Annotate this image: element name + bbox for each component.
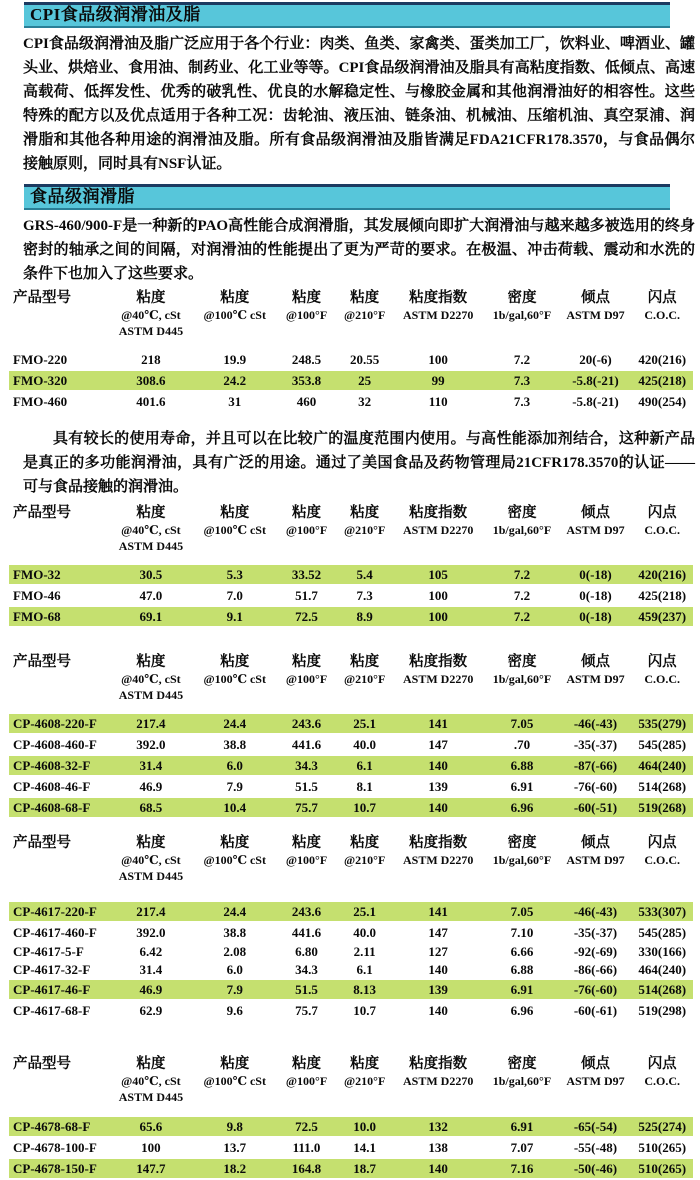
column-header: 倾点 ASTM D97 bbox=[566, 290, 625, 322]
value-cell: 0(-18) bbox=[560, 585, 632, 606]
value-cell: 34.3 bbox=[276, 755, 338, 776]
value-cell: 7.05 bbox=[484, 902, 559, 922]
value-cell: 139 bbox=[392, 979, 484, 1000]
product-table-fmo-light bbox=[9, 505, 693, 628]
value-cell: 47.0 bbox=[108, 585, 194, 606]
table-row bbox=[9, 902, 693, 922]
column-header-product-model: 产品型号 bbox=[13, 505, 71, 521]
value-cell: 31 bbox=[194, 391, 276, 412]
product-model-cell: FMO-220 bbox=[9, 350, 108, 370]
section-header-food-grade-grease bbox=[24, 184, 670, 210]
value-cell: 100 bbox=[392, 606, 484, 627]
value-cell: 217.4 bbox=[108, 714, 194, 734]
header-gap-cell bbox=[9, 339, 693, 350]
value-cell: 6.1 bbox=[337, 755, 392, 776]
value-cell: -76(-60) bbox=[560, 979, 632, 1000]
product-model-cell: FMO-32 bbox=[9, 565, 108, 585]
column-header: 粘度 @40℃, cSt ASTM D445 bbox=[118, 505, 184, 553]
product-model-cell: CP-4608-32-F bbox=[9, 755, 108, 776]
value-cell: 5.3 bbox=[194, 565, 276, 585]
value-cell: 100 bbox=[392, 585, 484, 606]
value-cell: -60(-61) bbox=[560, 1000, 632, 1021]
product-model-cell: CP-4617-5-F bbox=[9, 943, 108, 961]
column-header: 粘度 @100℃ cSt bbox=[203, 1056, 266, 1088]
value-cell: 8.9 bbox=[337, 606, 392, 627]
value-cell: 7.3 bbox=[484, 370, 559, 391]
value-cell: 20.55 bbox=[337, 350, 392, 370]
value-cell: 24.4 bbox=[194, 714, 276, 734]
section-title: 食品级润滑脂 bbox=[30, 187, 135, 206]
product-model-cell: CP-4617-46-F bbox=[9, 979, 108, 1000]
spec-table bbox=[9, 290, 693, 413]
value-cell: 6.88 bbox=[484, 755, 559, 776]
value-cell: 18.2 bbox=[194, 1158, 276, 1179]
value-cell: 6.91 bbox=[484, 979, 559, 1000]
value-cell: -87(-66) bbox=[560, 755, 632, 776]
column-header: 闪点 C.O.C. bbox=[644, 835, 681, 867]
product-model-cell: FMO-46 bbox=[9, 585, 108, 606]
value-cell: 105 bbox=[392, 565, 484, 585]
value-cell: 9.6 bbox=[194, 1000, 276, 1021]
value-cell: 5.4 bbox=[337, 565, 392, 585]
value-cell: 75.7 bbox=[276, 1000, 338, 1021]
column-header: 粘度指数 ASTM D2270 bbox=[403, 835, 474, 867]
value-cell: 218 bbox=[108, 350, 194, 370]
value-cell: 533(307) bbox=[631, 902, 693, 922]
header-gap-cell bbox=[9, 884, 693, 902]
column-header: 密度 1b/gal,60°F bbox=[492, 505, 552, 537]
column-header-product-model: 产品型号 bbox=[13, 654, 71, 670]
value-cell: 0(-18) bbox=[560, 606, 632, 627]
column-header: 粘度 @40℃, cSt ASTM D445 bbox=[118, 1056, 184, 1104]
table-row bbox=[9, 565, 693, 585]
column-header: 密度 1b/gal,60°F bbox=[492, 290, 552, 322]
value-cell: -92(-69) bbox=[560, 943, 632, 961]
product-model-cell: FMO-320 bbox=[9, 370, 108, 391]
column-header: 闪点 C.O.C. bbox=[644, 1056, 681, 1088]
value-cell: 514(268) bbox=[631, 979, 693, 1000]
value-cell: 51.5 bbox=[276, 776, 338, 797]
value-cell: 519(268) bbox=[631, 797, 693, 818]
table-row bbox=[9, 1137, 693, 1158]
value-cell: 545(285) bbox=[631, 734, 693, 755]
value-cell: 31.4 bbox=[108, 961, 194, 979]
product-model-cell: CP-4678-68-F bbox=[9, 1117, 108, 1137]
value-cell: 7.2 bbox=[484, 565, 559, 585]
value-cell: 75.7 bbox=[276, 797, 338, 818]
value-cell: 10.4 bbox=[194, 797, 276, 818]
value-cell: 140 bbox=[392, 1158, 484, 1179]
value-cell: 51.5 bbox=[276, 979, 338, 1000]
value-cell: 401.6 bbox=[108, 391, 194, 412]
table-row bbox=[9, 1000, 693, 1021]
value-cell: -86(-66) bbox=[560, 961, 632, 979]
value-cell: 164.8 bbox=[276, 1158, 338, 1179]
product-model-cell: CP-4617-460-F bbox=[9, 922, 108, 943]
table-row bbox=[9, 797, 693, 818]
value-cell: 420(216) bbox=[631, 350, 693, 370]
product-model-cell: CP-4608-460-F bbox=[9, 734, 108, 755]
value-cell: 7.05 bbox=[484, 714, 559, 734]
table-row bbox=[9, 714, 693, 734]
column-header: 粘度 @100°F bbox=[285, 654, 328, 686]
value-cell: -76(-60) bbox=[560, 776, 632, 797]
intro-paragraph: CPI食品级润滑油及脂广泛应用于各个行业：肉类、鱼类、家禽类、蛋类加工厂，饮料业、啤酒业、罐头业、烘焙业、食用油、制药业、化工业等等。CPI食品级润滑油及脂具有高粘度指数、低倾点、高速高载荷、低挥发性、优秀的破乳性、优良的水解稳定性、与橡胶金属和其他润滑油好的相容性。这些特殊的配方以及优点适用于各种工况：齿轮油、液压油、链条油、机械油、压缩机油、真空泵浦、润滑脂和其他各种用途的润滑油及脂。所有食品级润滑油及脂皆满足FDA21CFR178.3570，与食品偶尔接触原则，同时具有NSF认证。 bbox=[23, 36, 695, 172]
product-table-cp4617 bbox=[9, 835, 693, 1022]
column-header: 倾点 ASTM D97 bbox=[566, 835, 625, 867]
spec-table bbox=[9, 835, 693, 1022]
value-cell: 34.3 bbox=[276, 961, 338, 979]
table-row bbox=[9, 922, 693, 943]
value-cell: 7.9 bbox=[194, 776, 276, 797]
column-header: 粘度 @100℃ cSt bbox=[203, 505, 266, 537]
product-table-cp4608 bbox=[9, 654, 693, 819]
product-table-cp4678 bbox=[9, 1056, 693, 1180]
table-row bbox=[9, 943, 693, 961]
value-cell: 9.1 bbox=[194, 606, 276, 627]
value-cell: 69.1 bbox=[108, 606, 194, 627]
product-model-cell: CP-4617-220-F bbox=[9, 902, 108, 922]
value-cell: 545(285) bbox=[631, 922, 693, 943]
value-cell: 147.7 bbox=[108, 1158, 194, 1179]
value-cell: 62.9 bbox=[108, 1000, 194, 1021]
table-row bbox=[9, 776, 693, 797]
value-cell: 40.0 bbox=[337, 922, 392, 943]
value-cell: 441.6 bbox=[276, 734, 338, 755]
column-header: 倾点 ASTM D97 bbox=[566, 1056, 625, 1088]
value-cell: 8.13 bbox=[337, 979, 392, 1000]
value-cell: 10.7 bbox=[337, 1000, 392, 1021]
table-row bbox=[9, 734, 693, 755]
value-cell: 7.2 bbox=[484, 606, 559, 627]
value-cell: 138 bbox=[392, 1137, 484, 1158]
column-header: 闪点 C.O.C. bbox=[644, 654, 681, 686]
value-cell: 7.0 bbox=[194, 585, 276, 606]
value-cell: 6.0 bbox=[194, 961, 276, 979]
value-cell: 100 bbox=[108, 1137, 194, 1158]
value-cell: 330(166) bbox=[631, 943, 693, 961]
value-cell: 24.2 bbox=[194, 370, 276, 391]
value-cell: 31.4 bbox=[108, 755, 194, 776]
value-cell: 464(240) bbox=[631, 961, 693, 979]
product-model-cell: FMO-460 bbox=[9, 391, 108, 412]
header-gap-cell bbox=[9, 703, 693, 714]
value-cell: 7.16 bbox=[484, 1158, 559, 1179]
value-cell: -5.8(-21) bbox=[560, 370, 632, 391]
product-model-cell: CP-4617-68-F bbox=[9, 1000, 108, 1021]
value-cell: 25.1 bbox=[337, 902, 392, 922]
column-header: 密度 1b/gal,60°F bbox=[492, 1056, 552, 1088]
value-cell: 132 bbox=[392, 1117, 484, 1137]
product-model-cell: CP-4678-150-F bbox=[9, 1158, 108, 1179]
header-gap bbox=[9, 703, 693, 714]
value-cell: 0(-18) bbox=[560, 565, 632, 585]
value-cell: 46.9 bbox=[108, 776, 194, 797]
value-cell: .70 bbox=[484, 734, 559, 755]
value-cell: 10.7 bbox=[337, 797, 392, 818]
header-gap bbox=[9, 554, 693, 565]
document-page bbox=[0, 2, 700, 1176]
column-header: 粘度 @210°F bbox=[344, 654, 386, 686]
value-cell: 141 bbox=[392, 902, 484, 922]
table-row bbox=[9, 755, 693, 776]
column-header: 粘度 @100℃ cSt bbox=[203, 654, 266, 686]
section-title: CPI食品级润滑油及脂 bbox=[30, 5, 201, 24]
product-model-cell: CP-4678-100-F bbox=[9, 1137, 108, 1158]
value-cell: 392.0 bbox=[108, 922, 194, 943]
value-cell: 6.91 bbox=[484, 776, 559, 797]
product-model-cell: CP-4608-46-F bbox=[9, 776, 108, 797]
column-header: 密度 1b/gal,60°F bbox=[492, 835, 552, 867]
value-cell: 72.5 bbox=[276, 606, 338, 627]
column-header: 粘度指数 ASTM D2270 bbox=[403, 654, 474, 686]
column-header: 粘度 @210°F bbox=[344, 1056, 386, 1088]
value-cell: 20(-6) bbox=[560, 350, 632, 370]
column-header: 粘度 @40℃, cSt ASTM D445 bbox=[118, 654, 184, 702]
value-cell: 40.0 bbox=[337, 734, 392, 755]
value-cell: 38.8 bbox=[194, 922, 276, 943]
value-cell: 7.3 bbox=[337, 585, 392, 606]
value-cell: 2.08 bbox=[194, 943, 276, 961]
value-cell: 7.9 bbox=[194, 979, 276, 1000]
value-cell: 525(274) bbox=[631, 1117, 693, 1137]
table-row bbox=[9, 1117, 693, 1137]
value-cell: 25.1 bbox=[337, 714, 392, 734]
mid-paragraph: 具有较长的使用寿命，并且可以在比较广的温度范围内使用。与高性能添加剂结合，这种新产品是真正的多功能润滑油，具有广泛的用途。通过了美国食品及药物管理局21CFR178.3570的认证——可与食品接触的润滑油。 bbox=[23, 431, 695, 495]
column-header: 密度 1b/gal,60°F bbox=[492, 654, 552, 686]
product-model-cell: CP-4617-32-F bbox=[9, 961, 108, 979]
value-cell: 99 bbox=[392, 370, 484, 391]
value-cell: 18.7 bbox=[337, 1158, 392, 1179]
value-cell: 38.8 bbox=[194, 734, 276, 755]
value-cell: 243.6 bbox=[276, 714, 338, 734]
value-cell: 353.8 bbox=[276, 370, 338, 391]
value-cell: 100 bbox=[392, 350, 484, 370]
value-cell: -55(-48) bbox=[560, 1137, 632, 1158]
column-header-product-model: 产品型号 bbox=[13, 290, 71, 306]
value-cell: 6.0 bbox=[194, 755, 276, 776]
value-cell: 425(218) bbox=[631, 585, 693, 606]
column-header: 粘度 @40℃, cSt ASTM D445 bbox=[118, 835, 184, 883]
table-row bbox=[9, 585, 693, 606]
section-header-food-grade-oils bbox=[24, 2, 670, 28]
header-gap bbox=[9, 1105, 693, 1117]
value-cell: 65.6 bbox=[108, 1117, 194, 1137]
value-cell: 217.4 bbox=[108, 902, 194, 922]
value-cell: 441.6 bbox=[276, 922, 338, 943]
value-cell: 24.4 bbox=[194, 902, 276, 922]
value-cell: 6.80 bbox=[276, 943, 338, 961]
table-header-row bbox=[9, 290, 693, 339]
value-cell: 7.07 bbox=[484, 1137, 559, 1158]
column-header: 粘度 @100°F bbox=[285, 1056, 328, 1088]
value-cell: 7.2 bbox=[484, 350, 559, 370]
spec-table bbox=[9, 505, 693, 628]
value-cell: 6.96 bbox=[484, 797, 559, 818]
value-cell: -50(-46) bbox=[560, 1158, 632, 1179]
spec-table bbox=[9, 1056, 693, 1180]
value-cell: 72.5 bbox=[276, 1117, 338, 1137]
value-cell: 51.7 bbox=[276, 585, 338, 606]
column-header: 闪点 C.O.C. bbox=[644, 505, 681, 537]
value-cell: 6.91 bbox=[484, 1117, 559, 1137]
value-cell: -60(-51) bbox=[560, 797, 632, 818]
value-cell: 7.2 bbox=[484, 585, 559, 606]
value-cell: 110 bbox=[392, 391, 484, 412]
value-cell: 147 bbox=[392, 922, 484, 943]
value-cell: 10.0 bbox=[337, 1117, 392, 1137]
product-model-cell: CP-4608-220-F bbox=[9, 714, 108, 734]
value-cell: 6.66 bbox=[484, 943, 559, 961]
value-cell: 111.0 bbox=[276, 1137, 338, 1158]
table-header-row bbox=[9, 505, 693, 554]
table-row bbox=[9, 391, 693, 412]
value-cell: -46(-43) bbox=[560, 902, 632, 922]
column-header: 粘度 @40℃, cSt ASTM D445 bbox=[118, 290, 184, 338]
value-cell: 140 bbox=[392, 755, 484, 776]
column-header: 闪点 C.O.C. bbox=[644, 290, 681, 322]
table-header-row bbox=[9, 654, 693, 703]
value-cell: 8.1 bbox=[337, 776, 392, 797]
value-cell: 147 bbox=[392, 734, 484, 755]
value-cell: 6.42 bbox=[108, 943, 194, 961]
value-cell: 308.6 bbox=[108, 370, 194, 391]
header-gap bbox=[9, 339, 693, 350]
value-cell: 141 bbox=[392, 714, 484, 734]
value-cell: 510(265) bbox=[631, 1158, 693, 1179]
table-row bbox=[9, 1158, 693, 1179]
value-cell: 535(279) bbox=[631, 714, 693, 734]
value-cell: 140 bbox=[392, 797, 484, 818]
column-header-product-model: 产品型号 bbox=[13, 835, 71, 851]
table-row bbox=[9, 370, 693, 391]
value-cell: 6.1 bbox=[337, 961, 392, 979]
value-cell: 392.0 bbox=[108, 734, 194, 755]
column-header: 粘度 @100°F bbox=[285, 505, 328, 537]
table-row bbox=[9, 979, 693, 1000]
column-header: 粘度 @100℃ cSt bbox=[203, 835, 266, 867]
value-cell: 19.9 bbox=[194, 350, 276, 370]
product-table-fmo-heavy bbox=[9, 290, 693, 413]
value-cell: 6.88 bbox=[484, 961, 559, 979]
value-cell: 46.9 bbox=[108, 979, 194, 1000]
value-cell: 13.7 bbox=[194, 1137, 276, 1158]
value-cell: 464(240) bbox=[631, 755, 693, 776]
column-header: 粘度 @100℃ cSt bbox=[203, 290, 266, 322]
column-header: 倾点 ASTM D97 bbox=[566, 505, 625, 537]
product-model-cell: CP-4608-68-F bbox=[9, 797, 108, 818]
column-header: 粘度 @100°F bbox=[285, 835, 328, 867]
value-cell: 140 bbox=[392, 1000, 484, 1021]
value-cell: 127 bbox=[392, 943, 484, 961]
value-cell: 6.96 bbox=[484, 1000, 559, 1021]
grease-paragraph: GRS-460/900-F是一种新的PAO高性能合成润滑脂，其发展倾向即扩大润滑油与越来越多被选用的终身密封的轴承之间的间隔，对润滑油的性能提出了更为严苛的要求。在极温、冲击荷载、震动和水洗的条件下也加入了这些要求。 bbox=[23, 218, 695, 282]
value-cell: -5.8(-21) bbox=[560, 391, 632, 412]
value-cell: 510(265) bbox=[631, 1137, 693, 1158]
value-cell: -35(-37) bbox=[560, 734, 632, 755]
column-header: 粘度指数 ASTM D2270 bbox=[403, 290, 474, 322]
column-header: 粘度 @100°F bbox=[285, 290, 328, 322]
table-row bbox=[9, 606, 693, 627]
value-cell: 9.8 bbox=[194, 1117, 276, 1137]
column-header: 粘度 @210°F bbox=[344, 505, 386, 537]
header-gap-cell bbox=[9, 1105, 693, 1117]
value-cell: 25 bbox=[337, 370, 392, 391]
table-row bbox=[9, 350, 693, 370]
value-cell: 7.3 bbox=[484, 391, 559, 412]
value-cell: 420(216) bbox=[631, 565, 693, 585]
value-cell: 519(298) bbox=[631, 1000, 693, 1021]
value-cell: 243.6 bbox=[276, 902, 338, 922]
value-cell: 139 bbox=[392, 776, 484, 797]
value-cell: 490(254) bbox=[631, 391, 693, 412]
column-header: 粘度 @210°F bbox=[344, 835, 386, 867]
value-cell: 2.11 bbox=[337, 943, 392, 961]
spec-table bbox=[9, 654, 693, 819]
column-header: 粘度指数 ASTM D2270 bbox=[403, 1056, 474, 1088]
header-gap bbox=[9, 884, 693, 902]
column-header-product-model: 产品型号 bbox=[13, 1056, 71, 1072]
value-cell: 68.5 bbox=[108, 797, 194, 818]
table-row bbox=[9, 961, 693, 979]
value-cell: 514(268) bbox=[631, 776, 693, 797]
column-header: 粘度 @210°F bbox=[344, 290, 386, 322]
value-cell: 248.5 bbox=[276, 350, 338, 370]
column-header: 倾点 ASTM D97 bbox=[566, 654, 625, 686]
value-cell: -46(-43) bbox=[560, 714, 632, 734]
value-cell: 425(218) bbox=[631, 370, 693, 391]
product-model-cell: FMO-68 bbox=[9, 606, 108, 627]
value-cell: 30.5 bbox=[108, 565, 194, 585]
value-cell: 459(237) bbox=[631, 606, 693, 627]
value-cell: -35(-37) bbox=[560, 922, 632, 943]
value-cell: 140 bbox=[392, 961, 484, 979]
value-cell: 14.1 bbox=[337, 1137, 392, 1158]
value-cell: 7.10 bbox=[484, 922, 559, 943]
column-header: 粘度指数 ASTM D2270 bbox=[403, 505, 474, 537]
table-header-row bbox=[9, 1056, 693, 1105]
value-cell: 32 bbox=[337, 391, 392, 412]
header-gap-cell bbox=[9, 554, 693, 565]
table-header-row bbox=[9, 835, 693, 884]
value-cell: -65(-54) bbox=[560, 1117, 632, 1137]
value-cell: 460 bbox=[276, 391, 338, 412]
value-cell: 33.52 bbox=[276, 565, 338, 585]
